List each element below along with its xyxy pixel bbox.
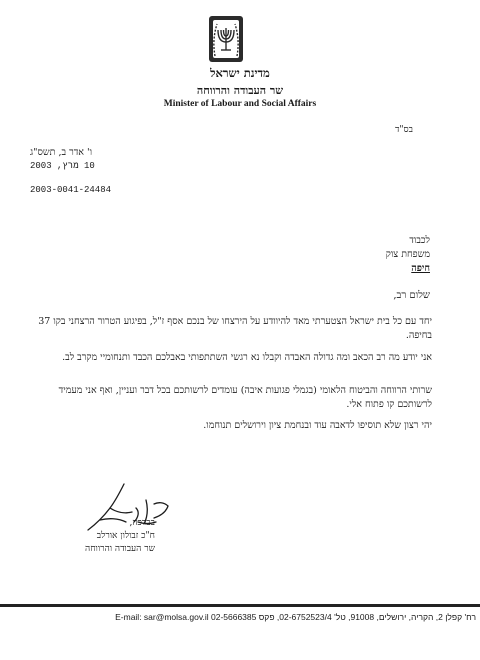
reference-number: 2003-0041-24484	[30, 185, 112, 195]
recipient-block	[300, 234, 430, 276]
recipient-city: חיפה	[411, 263, 430, 274]
date-gregorian: 10 מרץ, 2003	[30, 161, 95, 171]
state-emblem-icon	[207, 14, 245, 66]
body-paragraph: יהי רצון שלא תוסיפו לדאבה עוד ובנחמת ציון וירושלים תנוחמו.	[203, 420, 432, 431]
footer-contact: רח' קפלן 2, הקריה, ירושלים, 91008, טל' 02-6752523/4, פקס 02-5666385 E-mail: sar@molsa.gov.il	[115, 612, 476, 622]
closing-regards: בברכה,	[129, 518, 155, 528]
footer-divider	[0, 604, 480, 607]
signer-name: ח"כ זבולון אורלב	[96, 531, 155, 541]
body-paragraph: יחד עם כל בית ישראל הצטערתי מאד להיוודע על הירצחו של בנכם אסף ז"ל, בפיגוע הטרור הרצחני בקו 37 בחיפה.	[38, 316, 432, 341]
org-name-hebrew: מדינת ישראל	[210, 66, 270, 80]
body-paragraph: אני יודע מה רב הכאב ומה גדולה האבדה וקבלו נא רגשי השתתפותי באבלכם הכבד ותנחומיי מקרב לב.	[62, 352, 432, 363]
body-paragraph: שרותי הרווחה והביטוח הלאומי (בגמלי פגועות איבה) עומדים לרשותכם בכל דבר ועניין, ואף אני מעמיד לרשותכם קו פתוח אלי.	[58, 385, 432, 410]
recipient-to: לכבוד	[409, 235, 430, 246]
ministry-name-english: Minister of Labour and Social Affairs	[163, 99, 317, 109]
date-hebrew: ו' אדר ב, תשס"ג	[30, 147, 93, 158]
bsd-mark: בס"ד	[395, 125, 413, 135]
closing-block	[40, 517, 155, 556]
greeting: שלום רב,	[393, 290, 430, 301]
signer-title: שר העבודה והרווחה	[85, 544, 155, 554]
ministry-name-hebrew: שר העבודה והרווחה	[196, 84, 284, 97]
recipient-family: משפחת צוק	[385, 249, 430, 260]
